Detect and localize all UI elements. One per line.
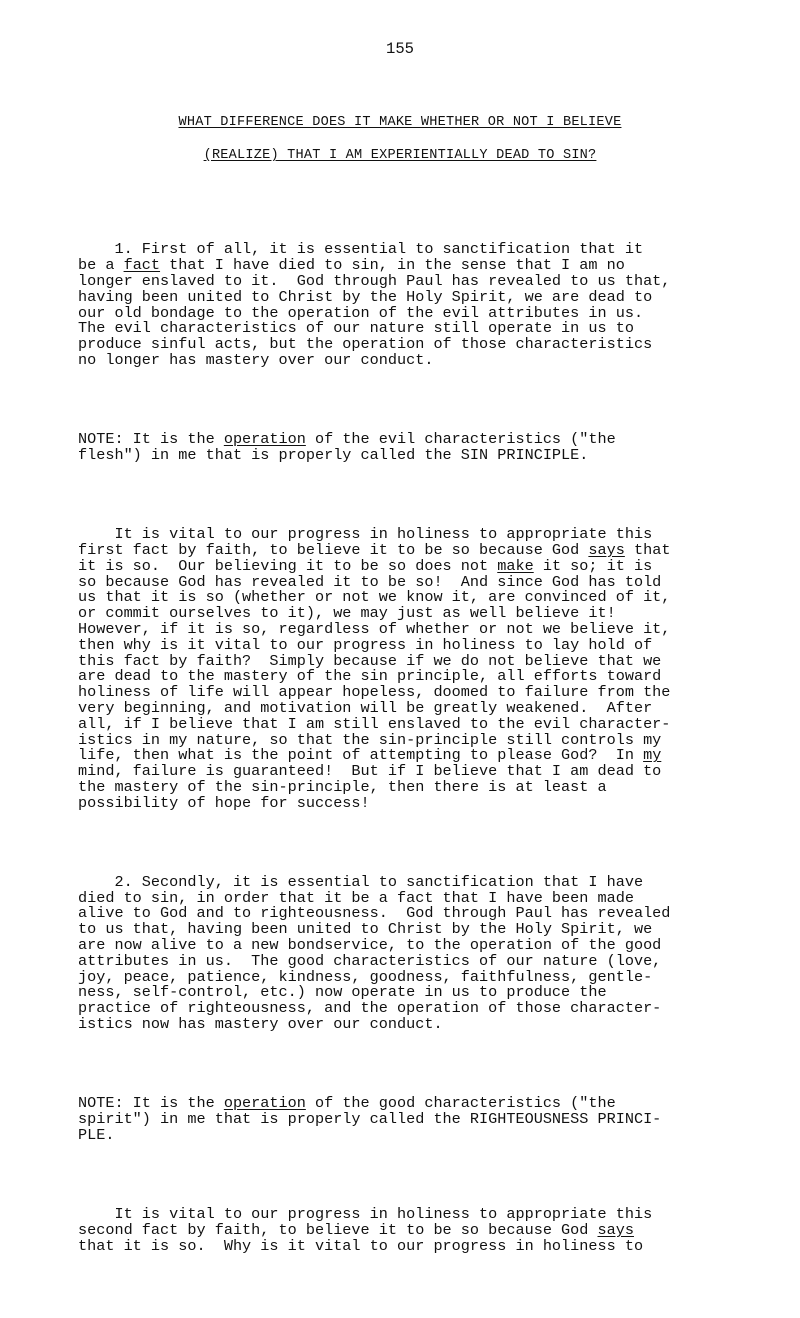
text-line: 2. Secondly, it is essential to sanctification that I have (78, 872, 644, 891)
text-line: so because God has revealed it to be so! And since God has told (78, 572, 662, 591)
text-line: istics in my nature, so that the sin-principle still controls my (78, 730, 662, 749)
text-line: second fact by faith, to believe it to be so because God (78, 1220, 598, 1239)
text-line: our old bondage to the operation of the evil attributes in us. (78, 303, 644, 322)
note-1 (78, 432, 723, 464)
text-line: first fact by faith, to believe it to be so because God (78, 540, 589, 559)
text-line: then why is it vital to our progress in holiness to lay hold of (78, 635, 653, 654)
text-line: possibility of hope for success! (78, 793, 370, 812)
text-line: having been united to Christ by the Holy Spirit, we are dead to (78, 287, 653, 306)
text-line: or commit ourselves to it), we may just as well believe it! (78, 604, 616, 623)
text-line: practice of righteousness, and the operation of those character- (78, 999, 662, 1018)
text-line: of the good characteristics ("the (305, 1094, 616, 1113)
text-line: ness, self-control, etc.) now operate in us to produce the (78, 983, 607, 1002)
underlined-word: says (597, 1220, 634, 1239)
text-line: it is so. Our believing it to be so does not (78, 556, 498, 575)
text-line: of the evil characteristics ("the (305, 430, 616, 449)
paragraph-2 (78, 527, 723, 811)
underlined-word: make (497, 556, 534, 575)
paragraph-3 (78, 872, 723, 1034)
text-line: that (624, 540, 671, 559)
paragraph-4 (78, 1207, 723, 1254)
text-line: that I have died to sin, in the sense that I am no (160, 256, 625, 275)
title-line-2: (REALIZE) THAT I AM EXPERIENTIALLY DEAD TO SIN? (203, 148, 597, 163)
page-number: 155 (386, 40, 414, 58)
document-body (78, 195, 723, 1318)
paragraph-1 (78, 242, 723, 368)
text-line: holiness of life will appear hopeless, doomed to failure from the (78, 683, 671, 702)
text-line: are now alive to a new bondservice, to the operation of the good (78, 936, 662, 955)
text-line: be a (78, 256, 124, 275)
text-line: PLE. (78, 1125, 115, 1144)
text-line: the mastery of the sin-principle, then there is at least a (78, 777, 607, 796)
title-line-1: WHAT DIFFERENCE DOES IT MAKE WHETHER OR NOT I BELIEVE (178, 115, 622, 130)
text-line: NOTE: It is the (78, 430, 224, 449)
text-line: mind, failure is guaranteed! But if I believe that I am dead to (78, 762, 662, 781)
text-line: to us that, having been united to Christ by the Holy Spirit, we (78, 920, 653, 939)
text-line: this fact by faith? Simply because if we do not believe that we (78, 651, 662, 670)
underlined-word: my (643, 746, 662, 765)
text-line: all, if I believe that I am still enslaved to the evil character- (78, 714, 671, 733)
text-line: istics now has mastery over our conduct. (78, 1015, 443, 1034)
note-2 (78, 1096, 723, 1143)
underlined-word: says (588, 540, 625, 559)
text-line: no longer has mastery over our conduct. (78, 350, 434, 369)
text-line: it so; it is (533, 556, 653, 575)
text-line: attributes in us. The good characteristics of our nature (love, (78, 951, 662, 970)
text-line: us that it is so (whether or not we know it, are convinced of it, (78, 588, 671, 607)
underlined-word: fact (123, 256, 161, 275)
underlined-word: operation (223, 430, 306, 449)
text-line: It is vital to our progress in holiness to appropriate this (78, 1205, 653, 1224)
text-line: that it is so. Why is it vital to our progress in holiness to (78, 1236, 644, 1255)
text-line: longer enslaved to it. God through Paul has revealed to us that, (78, 271, 671, 290)
text-line: It is vital to our progress in holiness to appropriate this (78, 525, 653, 544)
text-line: very beginning, and motivation will be greatly weakened. After (78, 698, 653, 717)
text-line: However, if it is so, regardless of whether or not we believe it, (78, 619, 671, 638)
underlined-word: operation (223, 1094, 306, 1113)
text-line: produce sinful acts, but the operation of those characteristics (78, 335, 653, 354)
text-line: The evil characteristics of our nature still operate in us to (78, 319, 634, 338)
text-line: NOTE: It is the (78, 1094, 224, 1113)
text-line: alive to God and to righteousness. God through Paul has revealed (78, 904, 671, 923)
text-line: spirit") in me that is properly called the RIGHTEOUSNESS PRINCI- (78, 1110, 662, 1129)
text-line: life, then what is the point of attempting to please God? In (78, 746, 644, 765)
text-line: are dead to the mastery of the sin principle, all efforts toward (78, 667, 662, 686)
text-line: 1. First of all, it is essential to sanctification that it (78, 240, 644, 259)
text-line: died to sin, in order that it be a fact that I have been made (78, 888, 634, 907)
text-line: flesh") in me that is properly called the SIN PRINCIPLE. (78, 445, 589, 464)
text-line: joy, peace, patience, kindness, goodness, faithfulness, gentle- (78, 967, 653, 986)
